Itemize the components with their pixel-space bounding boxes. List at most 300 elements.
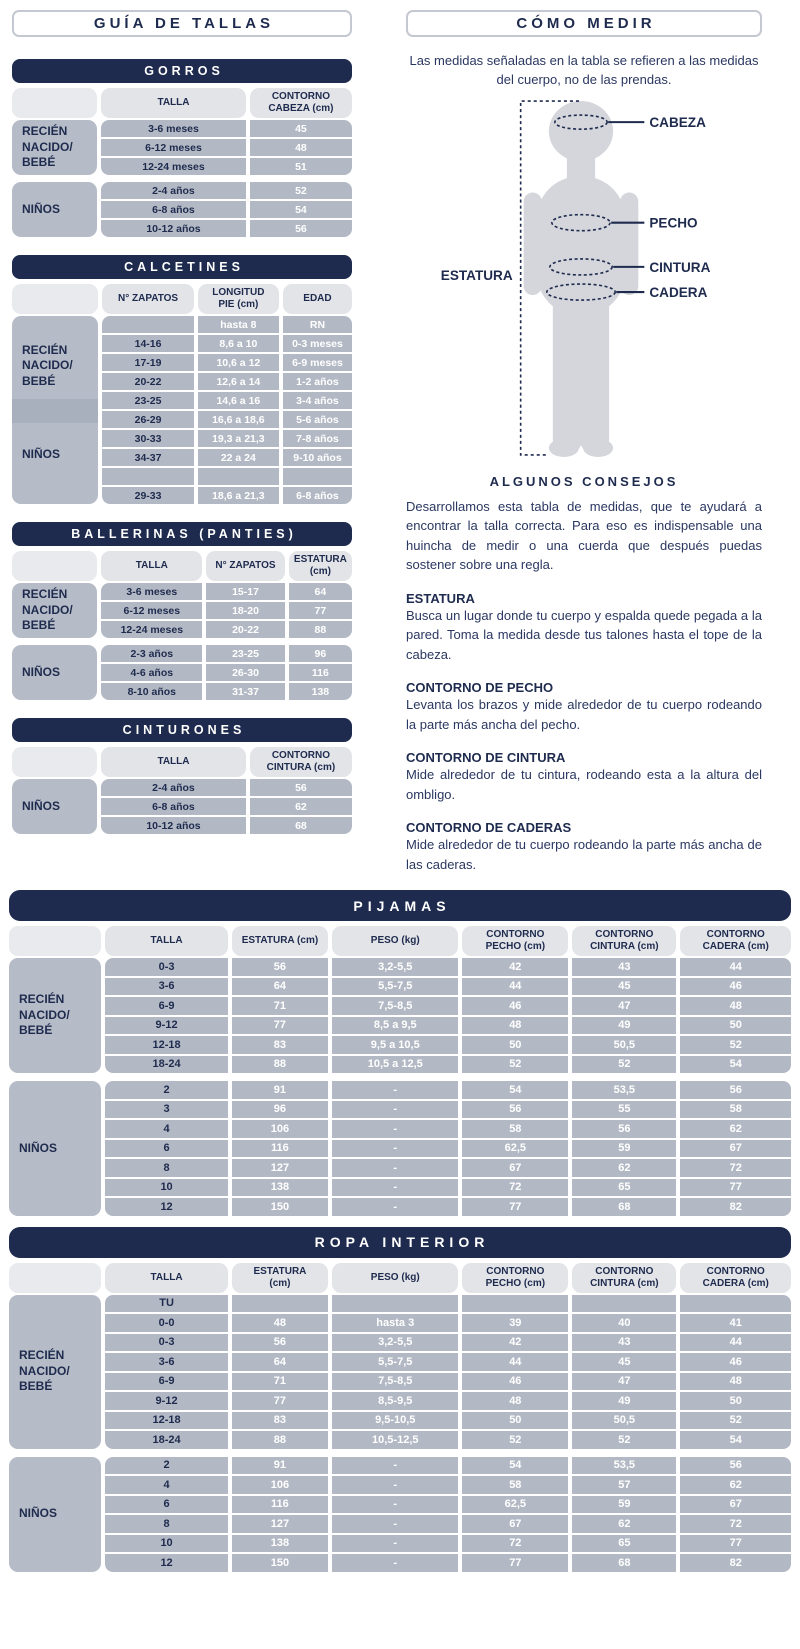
table-cell: 10-12 años — [101, 817, 246, 834]
table-cell: 56 — [680, 1081, 791, 1099]
table-cell: 3-6 meses — [101, 120, 246, 137]
column-header: ESTATURA (cm) — [232, 926, 328, 956]
table-cell: - — [332, 1198, 458, 1216]
table-row — [9, 1515, 791, 1533]
table-cell: 127 — [232, 1159, 328, 1177]
table-cell: 68 — [572, 1554, 676, 1572]
table-cell: 88 — [232, 1056, 328, 1074]
table-row — [9, 1554, 791, 1572]
cintura-label: CINTURA — [649, 259, 711, 275]
table-cell: 116 — [232, 1140, 328, 1158]
table-cell: 77 — [680, 1179, 791, 1197]
table-cell: 138 — [289, 683, 352, 700]
table-cell: 54 — [462, 1081, 568, 1099]
table-cell: 14,6 a 16 — [198, 392, 279, 409]
table-cell: 67 — [462, 1515, 568, 1533]
contorno-cintura-section — [406, 750, 762, 804]
table-cell: 3 — [105, 1101, 227, 1119]
table-cell: 23-25 — [102, 392, 193, 409]
table-cell: 64 — [289, 583, 352, 600]
table-cell: 12-18 — [105, 1412, 227, 1430]
table-row — [9, 1496, 791, 1514]
table-cell: 68 — [250, 817, 352, 834]
table-cell: 62,5 — [462, 1140, 568, 1158]
consejos-body: Desarrollamos esta tabla de medidas, que te ayudará a encontrar la talla correcta. Para eso es indispensable una huincha de medir o una cuerda que después puedas sostener sobre una regla. — [406, 498, 762, 573]
table-cell: 4 — [105, 1476, 227, 1494]
table-cell: 30-33 — [102, 430, 193, 447]
table-row — [9, 1017, 791, 1035]
table-row — [12, 316, 352, 333]
table-cell: 26-29 — [102, 411, 193, 428]
header-row — [12, 551, 352, 581]
how-to-measure-panel — [406, 10, 762, 874]
table-cell: - — [332, 1140, 458, 1158]
column-header: CONTORNO PECHO (cm) — [462, 1263, 568, 1293]
table-cell: 2-3 años — [101, 645, 202, 662]
column-header: CONTORNO CABEZA (cm) — [250, 88, 352, 118]
header-row — [12, 88, 352, 118]
table-cell: 51 — [250, 158, 352, 175]
cadera-label: CADERA — [649, 284, 708, 300]
table-row — [9, 1457, 791, 1475]
table-cell: 68 — [572, 1198, 676, 1216]
table-cell: 45 — [572, 1353, 676, 1371]
table-cell: 48 — [232, 1314, 328, 1332]
table-cell: 48 — [462, 1392, 568, 1410]
table-cell: 4 — [105, 1120, 227, 1138]
table-cell: 77 — [462, 1554, 568, 1572]
table-cell: 4-6 años — [101, 664, 202, 681]
table-cell: 44 — [462, 978, 568, 996]
table-cell: 116 — [289, 664, 352, 681]
header-row — [9, 926, 791, 956]
table-cell: 3-6 — [105, 978, 227, 996]
table-cell: 150 — [232, 1554, 328, 1572]
table-cell: 96 — [232, 1101, 328, 1119]
table-cell: 6-8 años — [283, 487, 352, 504]
cabeza-label: CABEZA — [649, 114, 706, 130]
table-cell: 62 — [680, 1476, 791, 1494]
table-cell: 56 — [462, 1101, 568, 1119]
table-cell: 50,5 — [572, 1036, 676, 1054]
table-cell: 82 — [680, 1554, 791, 1572]
column-header: TALLA — [105, 1263, 227, 1293]
table-cell: 3,2-5,5 — [332, 1334, 458, 1352]
corner-cell — [12, 747, 97, 777]
column-header: ESTATURA (cm) — [289, 551, 352, 581]
table-cell: 47 — [572, 997, 676, 1015]
table-row — [9, 1314, 791, 1332]
pecho-label: PECHO — [649, 215, 698, 231]
pijamas-table — [5, 924, 795, 1218]
corner-cell — [9, 926, 101, 956]
table-cell: 49 — [572, 1017, 676, 1035]
table-cell: 50 — [462, 1036, 568, 1054]
corner-cell — [12, 88, 97, 118]
ballerinas-table-section — [12, 522, 352, 702]
table-cell: 10 — [105, 1535, 227, 1553]
table-cell: 5,5-7,5 — [332, 978, 458, 996]
column-header: N° ZAPATOS — [206, 551, 285, 581]
table-cell: 42 — [462, 958, 568, 976]
table-cell: 52 — [680, 1036, 791, 1054]
table-cell: 56 — [250, 779, 352, 796]
group-label: RECIÉN NACIDO/ BEBÉ — [12, 583, 97, 638]
table-cell: 67 — [680, 1496, 791, 1514]
table-cell: 55 — [572, 1101, 676, 1119]
table-cell: 9-12 — [105, 1392, 227, 1410]
ballerinas-table — [8, 549, 356, 702]
group-label: NIÑOS — [9, 1457, 101, 1572]
table-cell: 58 — [462, 1120, 568, 1138]
table-cell: 3-6 meses — [101, 583, 202, 600]
size-tables-column — [12, 10, 352, 874]
table-cell: 12-24 meses — [101, 621, 202, 638]
table-cell: 18-24 — [105, 1431, 227, 1449]
table-cell: 56 — [572, 1120, 676, 1138]
table-cell: 64 — [232, 1353, 328, 1371]
table-cell: 10,5 a 12,5 — [332, 1056, 458, 1074]
table-cell: 2-4 años — [101, 779, 246, 796]
table-cell — [572, 1295, 676, 1313]
table-cell: - — [332, 1179, 458, 1197]
table-cell: 47 — [572, 1373, 676, 1391]
table-cell: 7,5-8,5 — [332, 997, 458, 1015]
table-cell: 44 — [462, 1353, 568, 1371]
table-cell: 52 — [572, 1056, 676, 1074]
table-cell: 1-2 años — [283, 373, 352, 390]
group-gap-cell — [9, 1451, 791, 1455]
contorno-pecho-heading: CONTORNO DE PECHO — [406, 680, 554, 696]
group-label-divider — [12, 399, 98, 423]
group-gap-cell — [12, 640, 352, 643]
table-cell: 6-9 — [105, 1373, 227, 1391]
table-row — [9, 1476, 791, 1494]
table-row — [9, 1431, 791, 1449]
table-cell: 91 — [232, 1081, 328, 1099]
table-cell: 29-33 — [102, 487, 193, 504]
column-header: TALLA — [105, 926, 227, 956]
table-row — [9, 1036, 791, 1054]
table-cell: 62,5 — [462, 1496, 568, 1514]
table-cell: 64 — [232, 978, 328, 996]
table-cell: 3-4 años — [283, 392, 352, 409]
table-cell: 10,5-12,5 — [332, 1431, 458, 1449]
table-cell: 58 — [462, 1476, 568, 1494]
table-cell: RN — [283, 316, 352, 333]
table-cell: 71 — [232, 1373, 328, 1391]
table-row — [9, 1295, 791, 1313]
estatura-section — [406, 591, 762, 665]
table-cell: 48 — [680, 1373, 791, 1391]
ropa_interior-section-title: ROPA INTERIOR — [9, 1227, 791, 1258]
table-cell: 8 — [105, 1515, 227, 1533]
table-cell: 23-25 — [206, 645, 285, 662]
table-cell: 88 — [289, 621, 352, 638]
table-cell: 77 — [680, 1535, 791, 1553]
table-cell: 3,2-5,5 — [332, 958, 458, 976]
table-cell: 0-3 meses — [283, 335, 352, 352]
group-label: NIÑOS — [9, 1081, 101, 1216]
table-cell: 18,6 a 21,3 — [198, 487, 279, 504]
column-header: PESO (kg) — [332, 926, 458, 956]
table-cell: 65 — [572, 1535, 676, 1553]
table-cell: 9,5 a 10,5 — [332, 1036, 458, 1054]
table-cell: - — [332, 1457, 458, 1475]
cinturones-section-title: CINTURONES — [12, 718, 352, 742]
group-gap — [9, 1075, 791, 1079]
table-cell: 19,3 a 21,3 — [198, 430, 279, 447]
table-cell: 15-17 — [206, 583, 285, 600]
table-cell: 52 — [680, 1412, 791, 1430]
table-cell: 40 — [572, 1314, 676, 1332]
table-cell: 56 — [680, 1457, 791, 1475]
table-cell: 150 — [232, 1198, 328, 1216]
how-to-measure-title: CÓMO MEDIR — [406, 10, 762, 37]
table-cell: 0-0 — [105, 1314, 227, 1332]
table-row — [9, 1198, 791, 1216]
table-cell: 12-18 — [105, 1036, 227, 1054]
table-cell: 26-30 — [206, 664, 285, 681]
consejos-heading: ALGUNOS CONSEJOS — [489, 473, 679, 489]
table-cell: hasta 8 — [198, 316, 279, 333]
table-cell: hasta 3 — [332, 1314, 458, 1332]
table-cell: 56 — [232, 1334, 328, 1352]
table-cell: 16,6 a 18,6 — [198, 411, 279, 428]
table-row — [12, 182, 352, 199]
cinturones-table-section — [12, 718, 352, 836]
table-cell: 18-20 — [206, 602, 285, 619]
table-cell: 5,5-7,5 — [332, 1353, 458, 1371]
ropa_interior-table — [5, 1261, 795, 1574]
table-cell: 72 — [462, 1179, 568, 1197]
body-measurement-diagram — [426, 98, 738, 462]
table-cell: - — [332, 1120, 458, 1138]
table-row — [9, 1373, 791, 1391]
table-cell: 6-9 meses — [283, 354, 352, 371]
column-header: CONTORNO CADERA (cm) — [680, 1263, 791, 1293]
table-cell: 46 — [462, 997, 568, 1015]
table-cell: - — [332, 1515, 458, 1533]
table-cell: 10 — [105, 1179, 227, 1197]
table-cell: 41 — [680, 1314, 791, 1332]
table-cell: 45 — [572, 978, 676, 996]
table-row — [12, 120, 352, 137]
body-silhouette — [524, 101, 639, 457]
table-cell: 52 — [572, 1431, 676, 1449]
table-cell: - — [332, 1535, 458, 1553]
table-cell: 8-10 años — [101, 683, 202, 700]
table-cell: 88 — [232, 1431, 328, 1449]
table-cell: 59 — [572, 1140, 676, 1158]
table-cell: 106 — [232, 1120, 328, 1138]
table-cell: 83 — [232, 1412, 328, 1430]
table-cell: 2 — [105, 1457, 227, 1475]
table-cell — [332, 1295, 458, 1313]
ballerinas-section-title: BALLERINAS (PANTIES) — [12, 522, 352, 546]
table-cell: 7,5-8,5 — [332, 1373, 458, 1391]
table-row — [9, 997, 791, 1015]
table-cell: 72 — [680, 1159, 791, 1177]
column-header: ESTATURA (cm) — [232, 1263, 328, 1293]
table-cell: 6 — [105, 1140, 227, 1158]
table-cell: 65 — [572, 1179, 676, 1197]
contorno-cintura-heading: CONTORNO DE CINTURA — [406, 750, 566, 766]
table-cell: 42 — [462, 1334, 568, 1352]
table-cell: 20-22 — [206, 621, 285, 638]
table-cell: 43 — [572, 958, 676, 976]
table-cell: 72 — [462, 1535, 568, 1553]
table-cell: 6-9 — [105, 997, 227, 1015]
contorno-cintura-body: Mide alrededor de tu cintura, rodeando esta a la altura del ombligo. — [406, 767, 762, 802]
table-cell: 62 — [680, 1120, 791, 1138]
header-row — [12, 284, 352, 314]
table-cell: 91 — [232, 1457, 328, 1475]
column-header: EDAD — [283, 284, 352, 314]
table-cell — [232, 1295, 328, 1313]
table-cell: 7-8 años — [283, 430, 352, 447]
table-cell: 45 — [250, 120, 352, 137]
table-cell: 54 — [680, 1056, 791, 1074]
table-row — [9, 1535, 791, 1553]
table-cell: 6 — [105, 1496, 227, 1514]
table-cell: 22 a 24 — [198, 449, 279, 466]
table-cell: 106 — [232, 1476, 328, 1494]
group-gap — [9, 1451, 791, 1455]
table-cell: 6-12 meses — [101, 602, 202, 619]
table-cell — [283, 468, 352, 485]
contorno-caderas-body: Mide alrededor de tu cuerpo rodeando la parte más ancha de las caderas. — [406, 837, 762, 872]
table-cell: 62 — [250, 798, 352, 815]
group-label: NIÑOS — [12, 182, 97, 237]
group-gap — [12, 177, 352, 180]
table-cell: 8,6 a 10 — [198, 335, 279, 352]
table-row — [9, 1179, 791, 1197]
table-cell: 18-24 — [105, 1056, 227, 1074]
group-label: RECIÉN NACIDO/ BEBÉ — [12, 120, 97, 175]
size-guide-title: GUÍA DE TALLAS — [12, 10, 352, 37]
table-cell: 8,5 a 9,5 — [332, 1017, 458, 1035]
table-row — [12, 645, 352, 662]
table-cell: TU — [105, 1295, 227, 1313]
table-cell: 12 — [105, 1198, 227, 1216]
calcetines-table — [8, 282, 356, 506]
estatura-section-body: Busca un lugar donde tu cuerpo y espalda quede pegada a la pared. Toma la medida desde tus talones hasta el tope de la cabeza. — [406, 607, 762, 662]
table-cell: 43 — [572, 1334, 676, 1352]
table-cell: 46 — [680, 1353, 791, 1371]
table-cell: 57 — [572, 1476, 676, 1494]
header-row — [9, 1263, 791, 1293]
table-cell: 52 — [462, 1431, 568, 1449]
table-cell: 10-12 años — [101, 220, 246, 237]
measure-intro-text: Las medidas señaladas en la tabla se refieren a las medidas del cuerpo, no de las prendas. — [409, 53, 759, 87]
table-cell: 8 — [105, 1159, 227, 1177]
group-label-bebe: RECIÉN NACIDO/ BEBÉ — [22, 342, 73, 388]
table-cell: 46 — [462, 1373, 568, 1391]
corner-cell — [9, 1263, 101, 1293]
table-cell: 59 — [572, 1496, 676, 1514]
table-cell: 67 — [680, 1140, 791, 1158]
table-cell: 77 — [232, 1017, 328, 1035]
table-cell — [102, 316, 193, 333]
table-cell: 2-4 años — [101, 182, 246, 199]
table-cell: 0-3 — [105, 958, 227, 976]
table-cell: 44 — [680, 1334, 791, 1352]
table-cell: 56 — [232, 958, 328, 976]
table-cell: 8,5-9,5 — [332, 1392, 458, 1410]
table-cell — [102, 468, 193, 485]
table-cell: 6-12 meses — [101, 139, 246, 156]
table-cell: 77 — [462, 1198, 568, 1216]
table-cell: 62 — [572, 1159, 676, 1177]
table-row — [9, 1412, 791, 1430]
column-header: LONGITUD PIE (cm) — [198, 284, 279, 314]
table-cell: 39 — [462, 1314, 568, 1332]
pijamas-section-title: PIJAMAS — [9, 890, 791, 921]
table-cell: 12-24 meses — [101, 158, 246, 175]
table-row — [9, 1120, 791, 1138]
table-cell: 20-22 — [102, 373, 193, 390]
table-cell: 67 — [462, 1159, 568, 1177]
corner-cell — [12, 551, 97, 581]
table-cell: 58 — [680, 1101, 791, 1119]
bottom-area — [9, 890, 791, 1574]
table-row — [9, 958, 791, 976]
group-label: NIÑOS — [12, 779, 97, 834]
table-cell: 116 — [232, 1496, 328, 1514]
table-cell: 9-10 años — [283, 449, 352, 466]
table-cell: 54 — [462, 1457, 568, 1475]
table-cell: 9-12 — [105, 1017, 227, 1035]
calcetines-section-title: CALCETINES — [12, 255, 352, 279]
table-cell: - — [332, 1101, 458, 1119]
table-cell: 50 — [462, 1412, 568, 1430]
contorno-pecho-section — [406, 680, 762, 734]
table-row — [9, 1392, 791, 1410]
table-row — [9, 1140, 791, 1158]
table-cell: 17-19 — [102, 354, 193, 371]
table-row — [9, 978, 791, 996]
pijamas-table-section — [9, 890, 791, 1218]
group-gap-cell — [9, 1075, 791, 1079]
table-cell: 48 — [680, 997, 791, 1015]
column-header: CONTORNO CINTURA (cm) — [572, 926, 676, 956]
column-header: CONTORNO CADERA (cm) — [680, 926, 791, 956]
table-row — [12, 583, 352, 600]
contorno-caderas-heading: CONTORNO DE CADERAS — [406, 820, 572, 836]
table-cell: 6-8 años — [101, 798, 246, 815]
estatura-section-heading: ESTATURA — [406, 590, 475, 606]
table-cell: 5-6 años — [283, 411, 352, 428]
column-header: PESO (kg) — [332, 1263, 458, 1293]
table-cell: 53,5 — [572, 1081, 676, 1099]
table-row — [9, 1159, 791, 1177]
contorno-pecho-body: Levanta los brazos y mide alrededor de tu cuerpo rodeando la parte más ancha del pecho. — [406, 697, 762, 732]
gorros-table — [8, 86, 356, 239]
group-label: RECIÉN NACIDO/ BEBÉ — [9, 1295, 101, 1449]
table-cell: 72 — [680, 1515, 791, 1533]
column-header: TALLA — [101, 551, 202, 581]
table-cell: 71 — [232, 997, 328, 1015]
gorros-table-section — [12, 59, 352, 239]
table-cell: 52 — [462, 1056, 568, 1074]
table-cell: 34-37 — [102, 449, 193, 466]
group-label — [12, 316, 98, 504]
table-cell: 0-3 — [105, 1334, 227, 1352]
table-cell: 9,5-10,5 — [332, 1412, 458, 1430]
table-cell: 49 — [572, 1392, 676, 1410]
table-cell: 2 — [105, 1081, 227, 1099]
